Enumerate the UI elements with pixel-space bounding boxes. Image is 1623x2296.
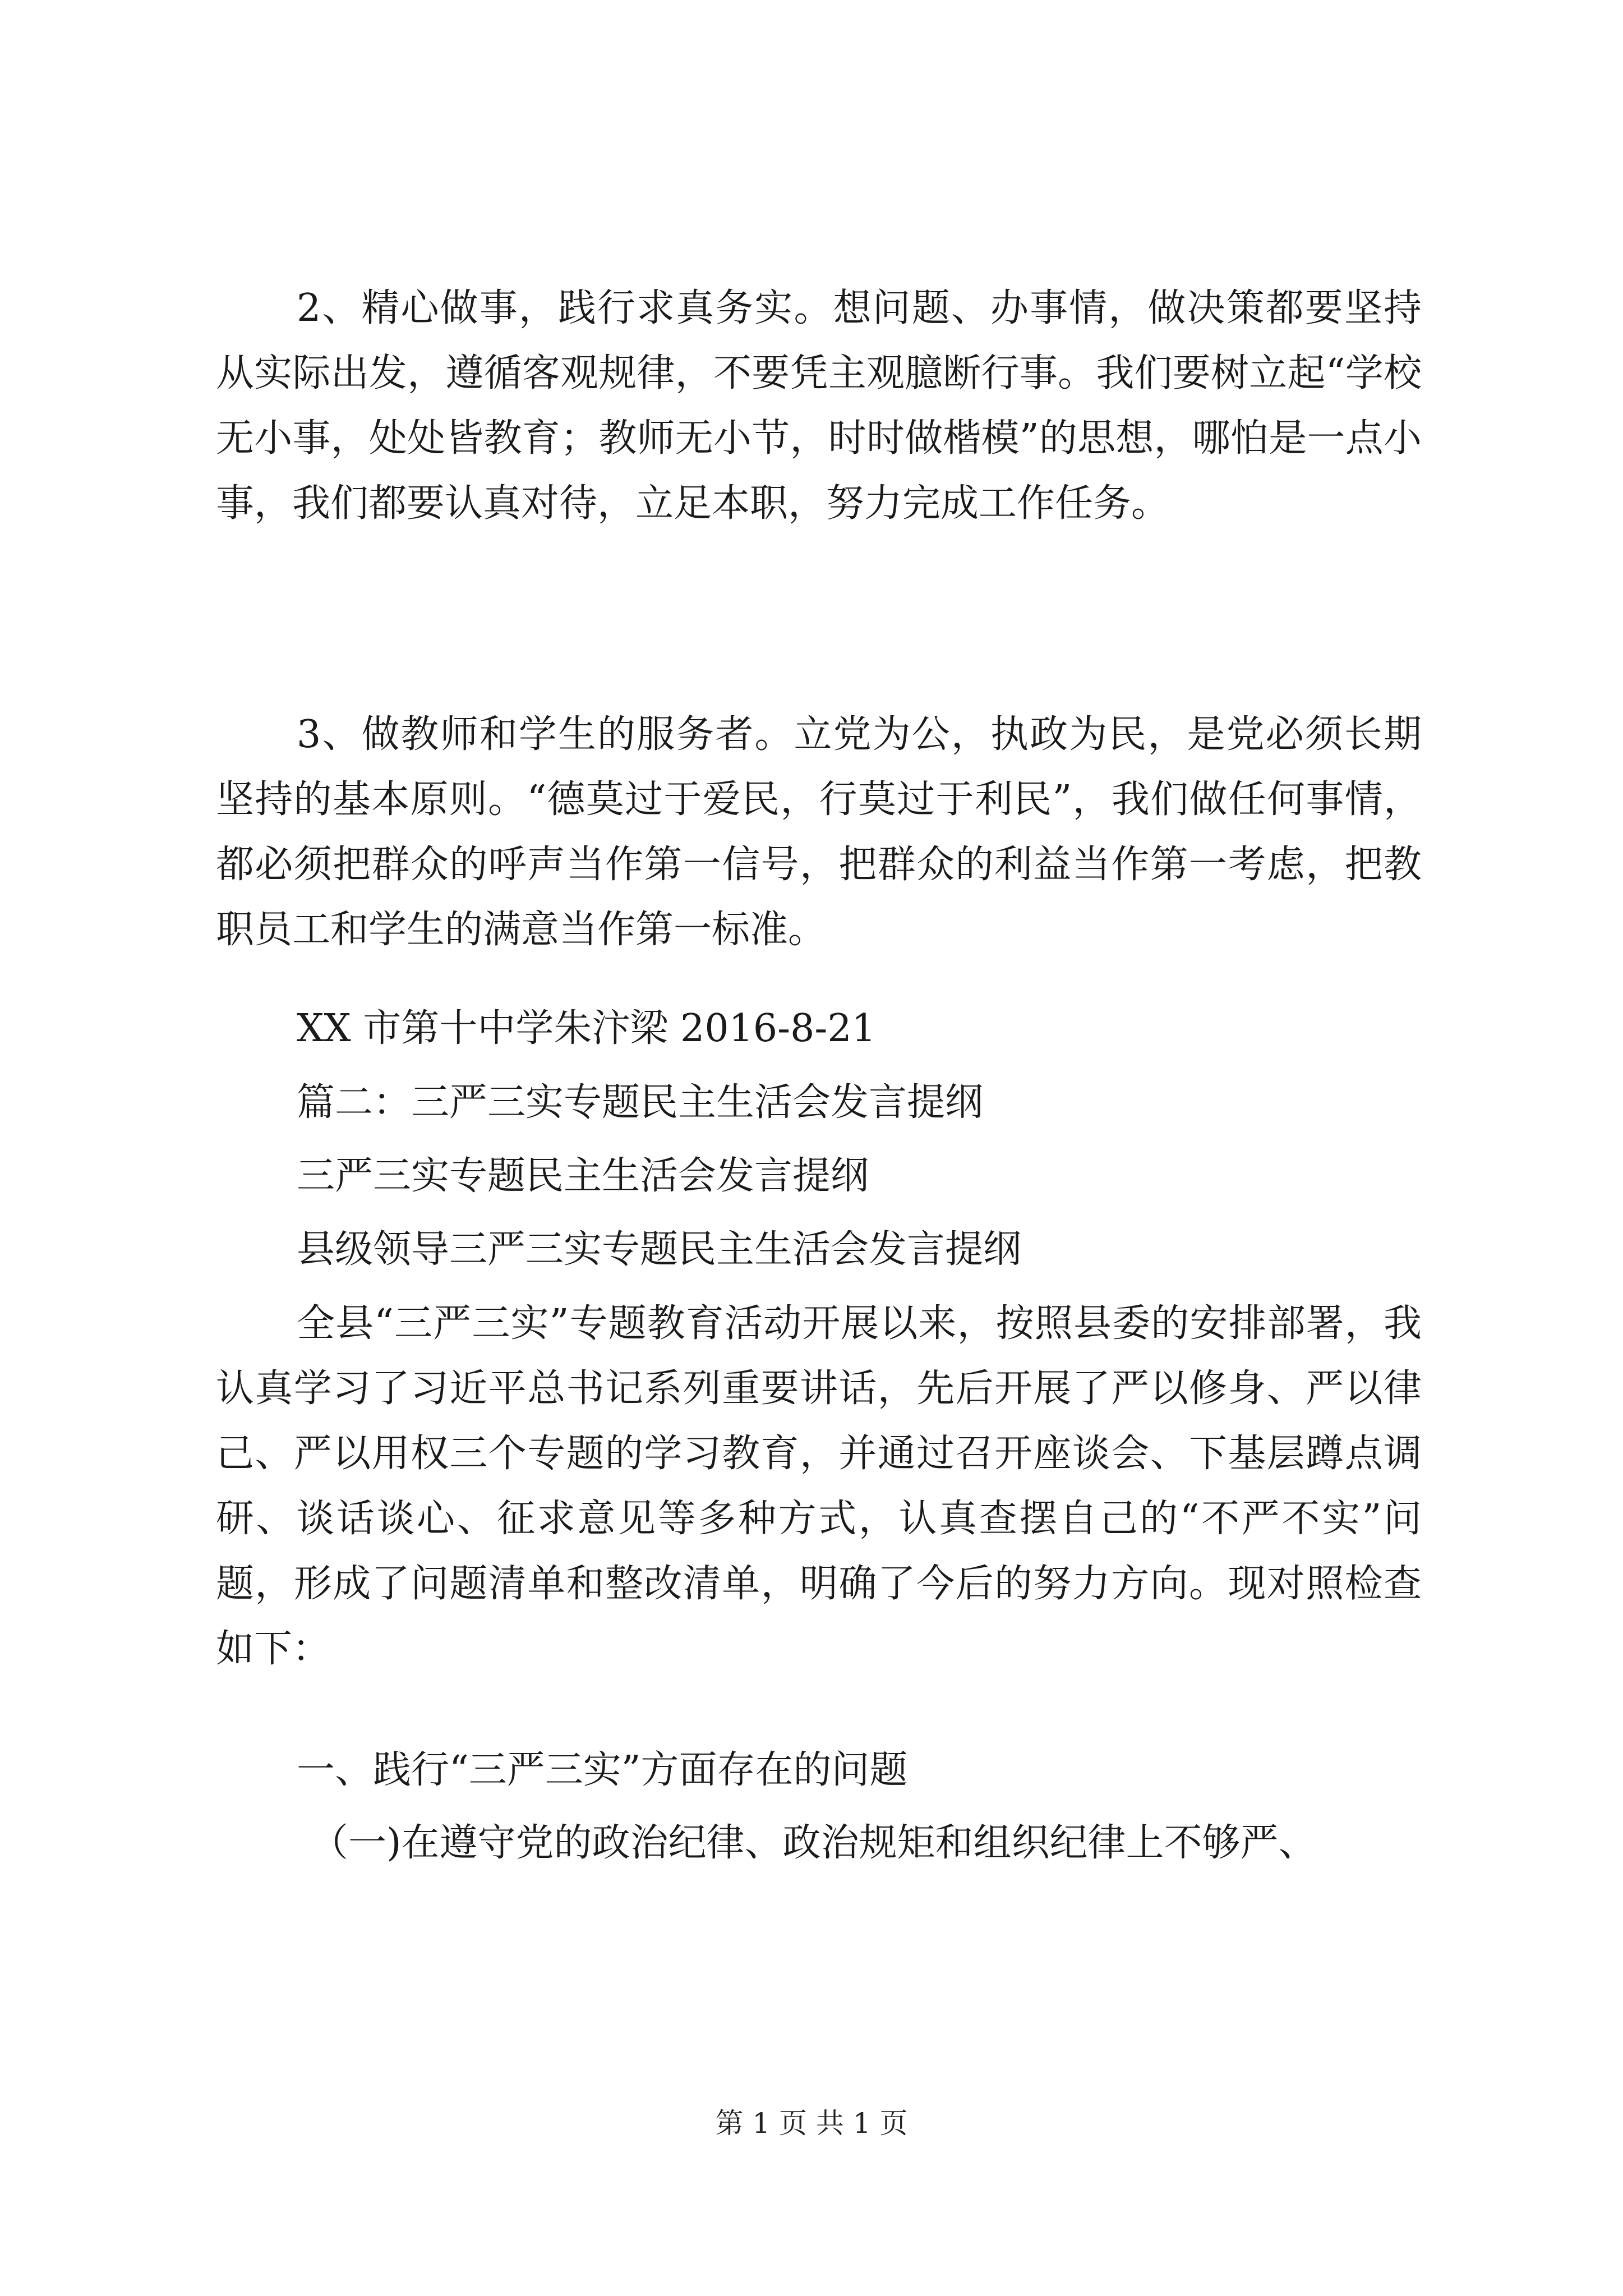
document-subtitle: 县级领导三严三实专题民主生活会发言提纲: [297, 1227, 1022, 1272]
paragraph-intro: 全县“三严三实”专题教育活动开展以来，按照县委的安排部署，我认真学习了习近平总书记系列重要讲话，先后开展了严以修身、严以律己、严以用权三个专题的学习教育，并通过召开座谈会、下基层蹲点调研、谈话谈心、征求意见等多种方式，认真查摆自己的“不严不实”问题，形成了问题清单和整改清单，明确了今后的努力方向。现对照检查如下：: [216, 1301, 1422, 1671]
paragraph-1: 2、精心做事，践行求真务实。想问题、办事情，做决策都要坚持从实际出发，遵循客观规律，不要凭主观臆断行事。我们要树立起“学校无小事，处处皆教育；教师无小节，时时做楷模”的思想，哪怕是一点小事，我们都要认真对待，立足本职，努力完成工作任务。: [216, 286, 1422, 526]
author-date-line: XX 市第十中学朱汴梁 2016-8-21: [297, 1006, 876, 1051]
paragraph-2: 3、做教师和学生的服务者。立党为公，执政为民，是党必须长期坚持的基本原则。“德莫过于爱民，行莫过于利民”，我们做任何事情，都必须把群众的呼声当作第一信号，把群众的利益当作第一考虑，把教职员工和学生的满意当作第一标准。: [216, 712, 1422, 952]
section-heading-problems: 一、践行“三严三实”方面存在的问题: [297, 1748, 908, 1792]
section-heading-2: 篇二：三严三实专题民主生活会发言提纲: [297, 1080, 984, 1125]
page-footer: 第 1 页 共 1 页: [715, 2107, 908, 2139]
subsection-heading-1: （一)在遵守党的政治纪律、政治规矩和组织纪律上不够严、: [310, 1821, 1317, 1865]
document-title: 三严三实专题民主生活会发言提纲: [297, 1154, 869, 1198]
